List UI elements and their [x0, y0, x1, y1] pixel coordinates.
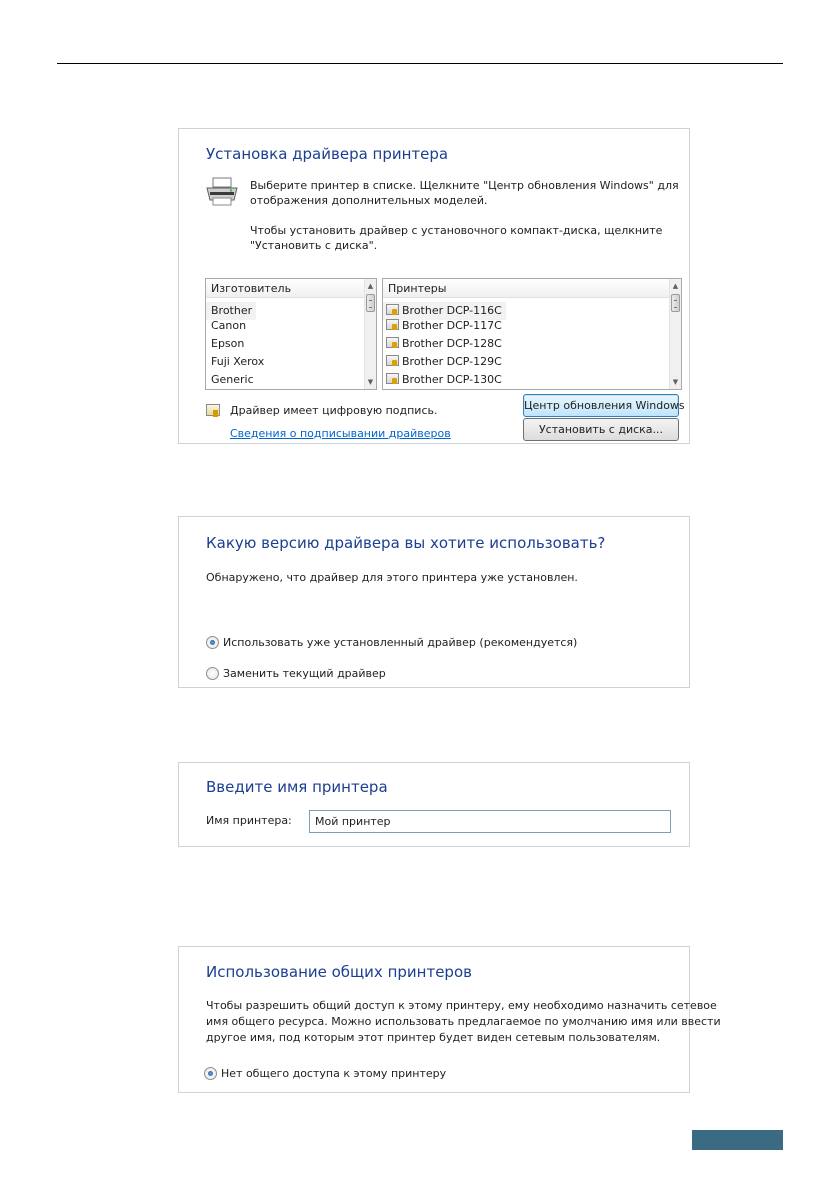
printer-name-label: Имя принтера:: [206, 814, 292, 827]
scroll-up-arrow-icon[interactable]: ▲: [367, 282, 374, 290]
sharing-title: Использование общих принтеров: [206, 963, 472, 981]
no-share-radio[interactable]: [204, 1067, 217, 1080]
scroll-thumb[interactable]: [366, 294, 375, 312]
printer-name-title: Введите имя принтера: [206, 778, 388, 796]
page-number-tab: [692, 1130, 783, 1150]
replace-driver-radio[interactable]: [206, 667, 219, 680]
printer-model-item[interactable]: Brother DCP-130C: [383, 371, 669, 389]
printer-model-item[interactable]: Brother DCP-128C: [383, 335, 669, 353]
driver-version-title: Какую версию драйвера вы хотите использовать?: [206, 534, 606, 552]
manufacturer-list[interactable]: [205, 278, 377, 390]
disk-instructions-line1: Чтобы установить драйвер с установочного компакт-диска, щелкните: [250, 224, 663, 237]
manufacturer-item[interactable]: Fuji Xerox: [211, 355, 265, 368]
printer-list-scrollbar[interactable]: [669, 279, 681, 389]
printer-name-input[interactable]: [309, 810, 671, 833]
printer-driver-icon: [386, 355, 399, 366]
manufacturer-column-header[interactable]: Изготовитель: [206, 279, 364, 298]
driver-detected-text: Обнаружено, что драйвер для этого принтера уже установлен.: [206, 571, 578, 584]
use-current-driver-label[interactable]: Использовать уже установленный драйвер (рекомендуется): [223, 636, 578, 649]
manufacturer-item[interactable]: Generic: [211, 373, 254, 386]
driver-install-panel: [178, 128, 690, 444]
printer-driver-icon: [386, 373, 399, 384]
use-current-driver-radio[interactable]: [206, 636, 219, 649]
printer-sharing-panel: [178, 946, 721, 1093]
driver-version-panel: [178, 516, 690, 688]
install-instructions-line2: отображения дополнительных моделей.: [250, 194, 488, 207]
scroll-thumb[interactable]: [671, 294, 680, 312]
driver-signing-link[interactable]: Сведения о подписывании драйверов: [230, 427, 451, 440]
sharing-text-line2: имя общего ресурса. Можно использовать предлагаемое по умолчанию имя или ввести: [206, 1015, 721, 1028]
disk-instructions-line2: "Установить с диска".: [250, 239, 378, 252]
printer-icon: [204, 176, 240, 208]
driver-signed-text: Драйвер имеет цифровую подпись.: [230, 404, 438, 417]
printer-model-item[interactable]: Brother DCP-129C: [383, 353, 669, 371]
driver-install-title: Установка драйвера принтера: [206, 145, 449, 163]
printer-model-item[interactable]: Brother DCP-117C: [383, 317, 669, 335]
scroll-down-arrow-icon[interactable]: ▼: [672, 378, 679, 386]
printer-model-list[interactable]: [382, 278, 682, 390]
certificate-icon: [206, 404, 220, 416]
header-rule: [57, 63, 783, 64]
printer-driver-icon: [386, 337, 399, 348]
printer-model-item[interactable]: Brother DCP-116C: [383, 302, 506, 320]
install-instructions-line1: Выберите принтер в списке. Щелкните "Центр обновления Windows" для: [250, 179, 679, 192]
manufacturer-scrollbar[interactable]: [364, 279, 376, 389]
printer-driver-icon: [386, 304, 399, 315]
manufacturer-item[interactable]: Brother: [206, 302, 256, 320]
have-disk-button[interactable]: Установить с диска...: [523, 418, 679, 441]
scroll-up-arrow-icon[interactable]: ▲: [672, 282, 679, 290]
sharing-text-line1: Чтобы разрешить общий доступ к этому принтеру, ему необходимо назначить сетевое: [206, 999, 717, 1012]
replace-driver-label[interactable]: Заменить текущий драйвер: [223, 667, 386, 680]
no-share-label[interactable]: Нет общего доступа к этому принтеру: [221, 1067, 447, 1080]
scroll-down-arrow-icon[interactable]: ▼: [367, 378, 374, 386]
sharing-text-line3: другое имя, под которым этот принтер будет виден сетевым пользователям.: [206, 1031, 661, 1044]
printers-column-header[interactable]: Принтеры: [383, 279, 669, 298]
printer-driver-icon: [386, 319, 399, 330]
printer-name-panel: [178, 762, 690, 847]
manufacturer-item[interactable]: Canon: [211, 319, 247, 332]
manufacturer-item[interactable]: Epson: [211, 337, 245, 350]
windows-update-button[interactable]: Центр обновления Windows: [523, 394, 679, 417]
